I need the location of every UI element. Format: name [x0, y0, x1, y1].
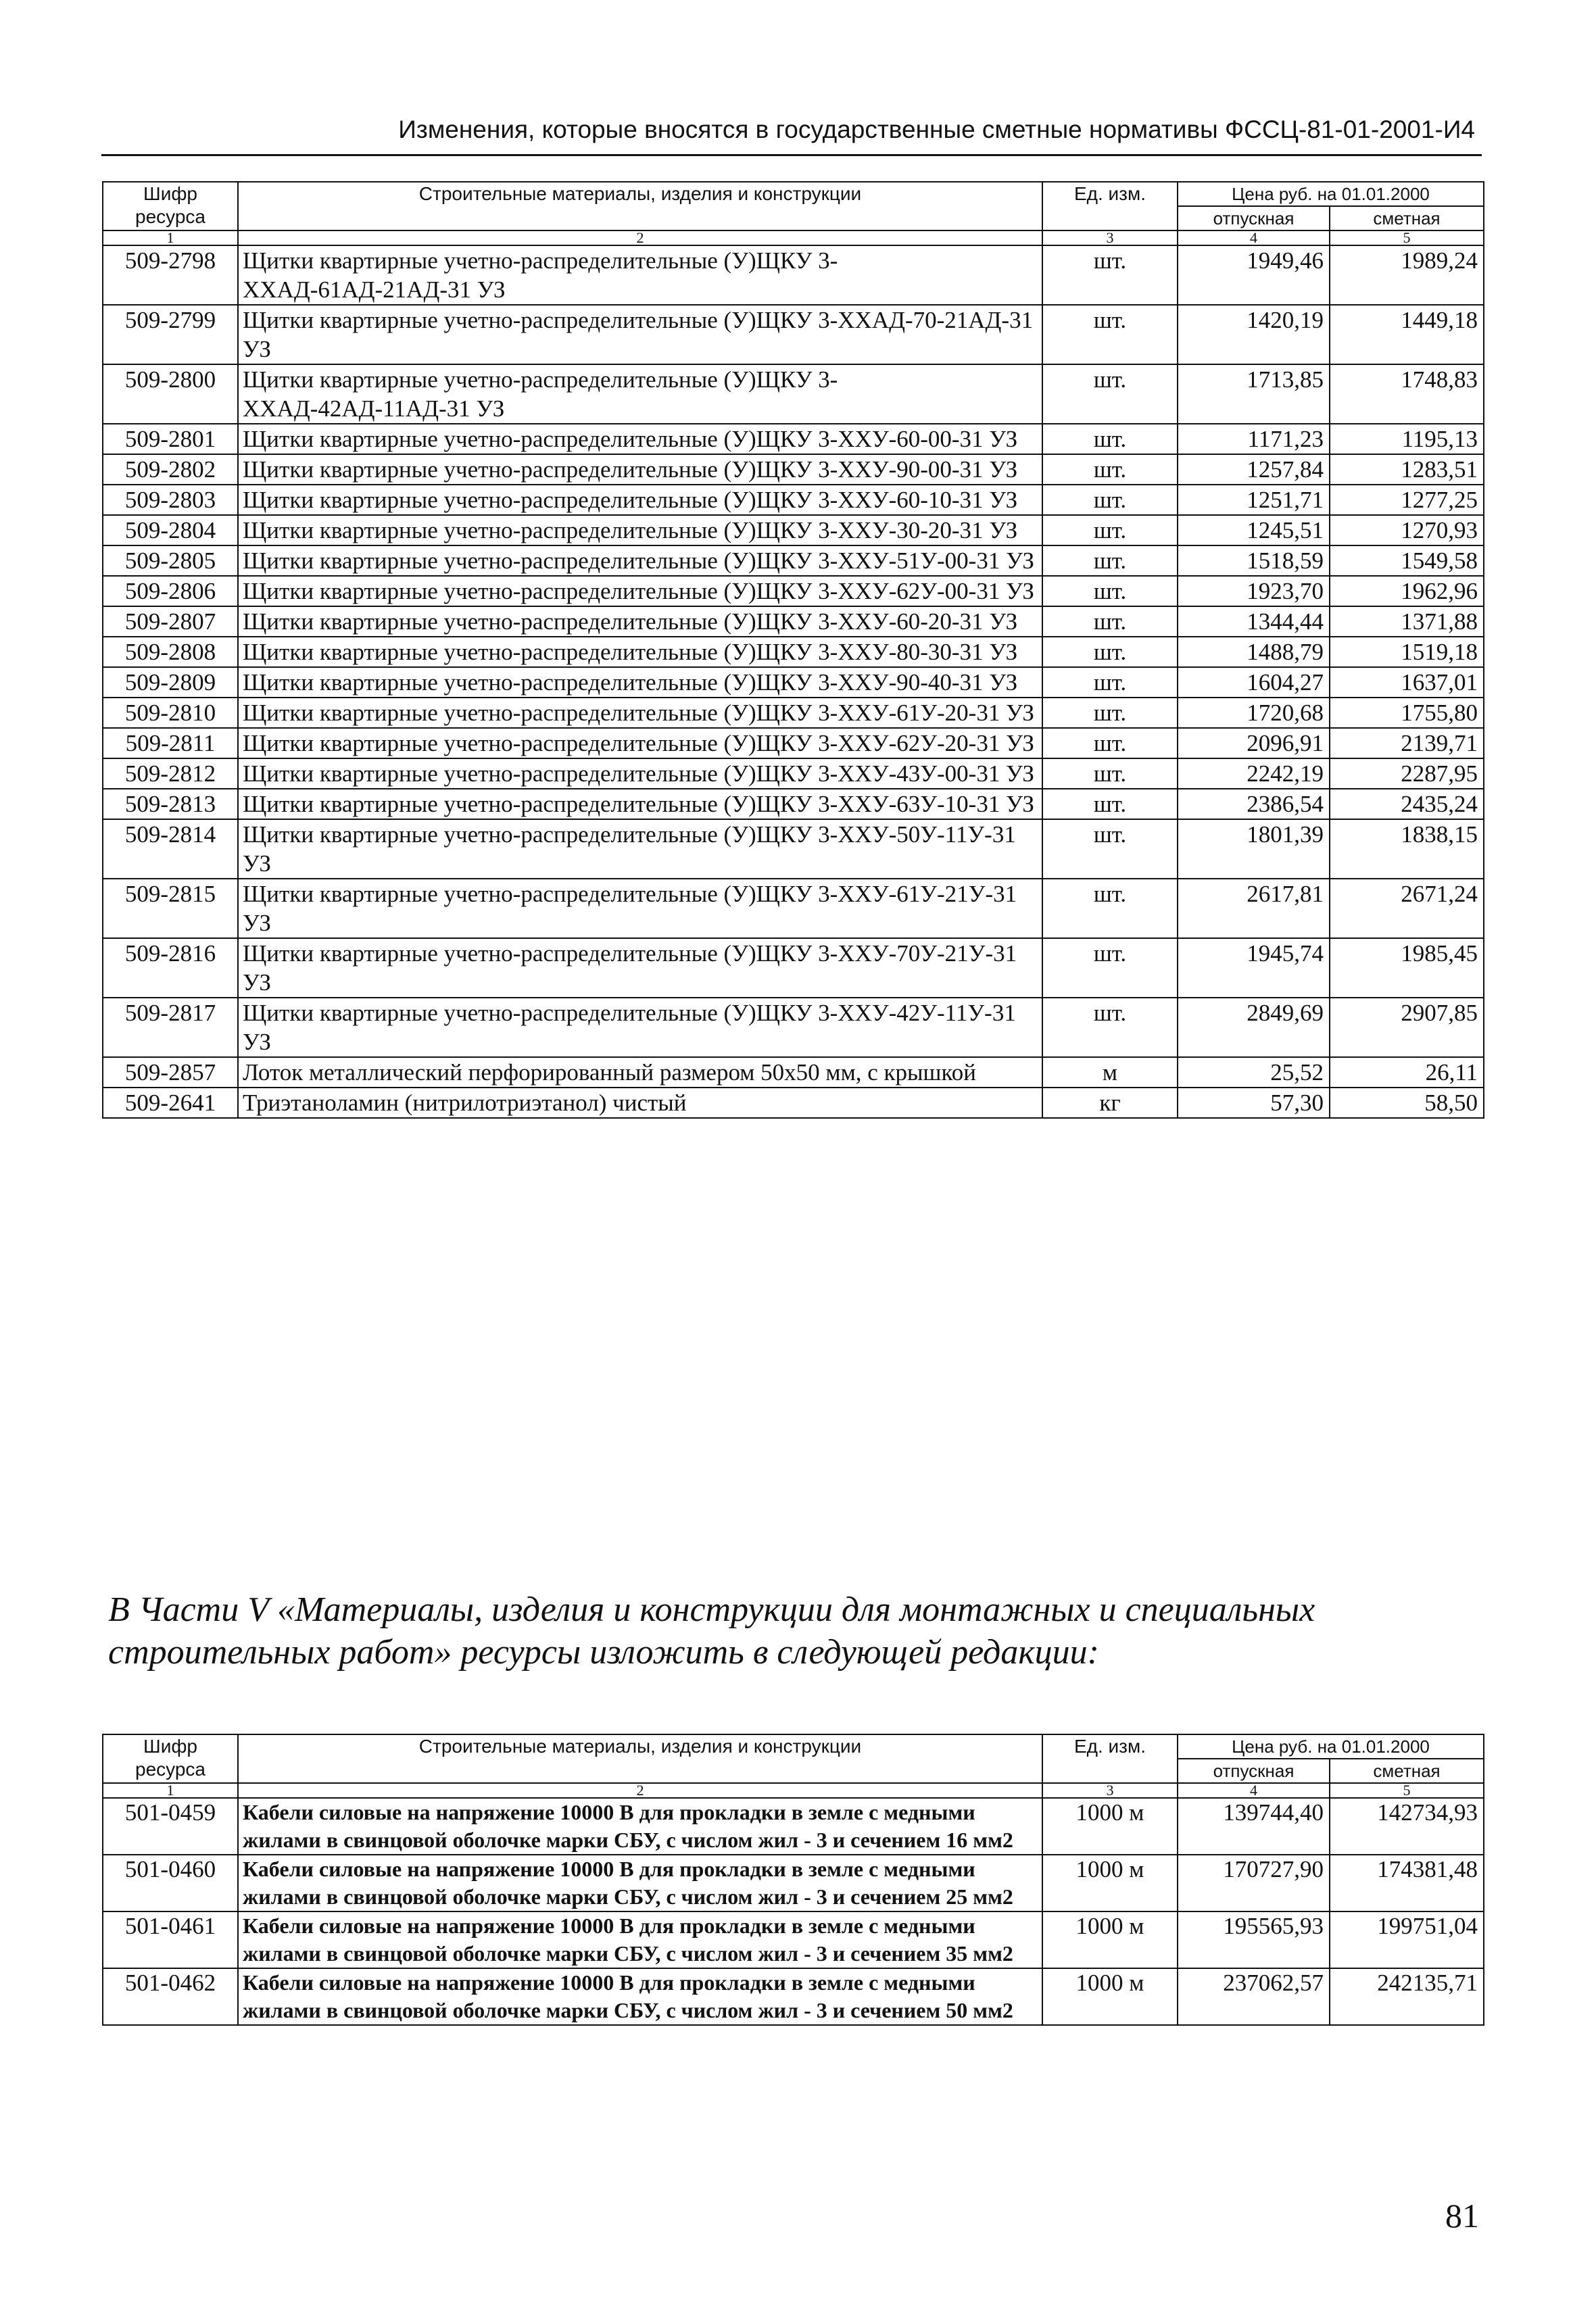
- resource-unit: шт.: [1042, 515, 1178, 545]
- price-release: 1344,44: [1178, 606, 1330, 637]
- price-release: 1801,39: [1178, 819, 1330, 879]
- col-header-estimate: сметная: [1330, 1759, 1484, 1783]
- table-row: [103, 606, 1484, 637]
- resource-unit: шт.: [1042, 454, 1178, 485]
- resource-name: Щитки квартирные учетно-распределительные (У)ЩКУ 3-ХХУ-60-10-31 УЗ: [238, 485, 1042, 515]
- resource-name: Щитки квартирные учетно-распределительные (У)ЩКУ 3-ХХУ-30-20-31 УЗ: [238, 515, 1042, 545]
- table-row: [103, 454, 1484, 485]
- resource-unit: шт.: [1042, 485, 1178, 515]
- resource-name: Щитки квартирные учетно-распределительные (У)ЩКУ 3-ХХУ-90-00-31 УЗ: [238, 454, 1042, 485]
- resource-name: Кабели силовые на напряжение 10000 В для прокладки в земле с медными жилами в свинцовой оболочке марки СБУ, с числом жил - 3 и сечением 50 мм2: [238, 1968, 1042, 2025]
- resource-name: Щитки квартирные учетно-распределительные (У)ЩКУ 3-ХХУ-62У-00-31 УЗ: [238, 576, 1042, 606]
- resource-unit: шт.: [1042, 637, 1178, 667]
- price-estimate: 2287,95: [1330, 758, 1484, 789]
- resource-table-2: [102, 1734, 1484, 2026]
- resource-unit: шт.: [1042, 728, 1178, 758]
- resource-name: Щитки квартирные учетно-распределительные (У)ЩКУ 3-ХХАД-70-21АД-31 УЗ: [238, 305, 1042, 364]
- price-estimate: 2907,85: [1330, 998, 1484, 1057]
- price-release: 2849,69: [1178, 998, 1330, 1057]
- resource-code: 509-2798: [103, 245, 238, 305]
- price-estimate: 2435,24: [1330, 789, 1484, 819]
- price-estimate: 1283,51: [1330, 454, 1484, 485]
- resource-code: 509-2801: [103, 424, 238, 454]
- resource-code: 509-2857: [103, 1057, 238, 1088]
- price-estimate: 1195,13: [1330, 424, 1484, 454]
- price-estimate: 1270,93: [1330, 515, 1484, 545]
- table-row: [103, 424, 1484, 454]
- section-note: В Части V «Материалы, изделия и конструкции для монтажных и специальных строительных работ» ресурсы изложить в следующей редакции:: [108, 1590, 1315, 1672]
- resource-unit: кг: [1042, 1088, 1178, 1118]
- col-header-estimate: сметная: [1330, 206, 1484, 230]
- price-release: 2096,91: [1178, 728, 1330, 758]
- resource-name: Щитки квартирные учетно-распределительные (У)ЩКУ 3-ХХУ-51У-00-31 УЗ: [238, 545, 1042, 576]
- col-number: 5: [1330, 230, 1484, 245]
- table-row: [103, 245, 1484, 305]
- table-row: [103, 305, 1484, 364]
- resource-unit: 1000 м: [1042, 1911, 1178, 1968]
- price-estimate: 2139,71: [1330, 728, 1484, 758]
- resource-code: 509-2810: [103, 698, 238, 728]
- resource-code: 509-2816: [103, 938, 238, 998]
- resource-code: 501-0462: [103, 1968, 238, 2025]
- resource-code: 509-2812: [103, 758, 238, 789]
- price-estimate: 1989,24: [1330, 245, 1484, 305]
- price-estimate: 26,11: [1330, 1057, 1484, 1088]
- table-row: [103, 879, 1484, 938]
- resource-code: 509-2802: [103, 454, 238, 485]
- resource-unit: шт.: [1042, 819, 1178, 879]
- price-estimate: 1962,96: [1330, 576, 1484, 606]
- resource-unit: шт.: [1042, 545, 1178, 576]
- resource-unit: шт.: [1042, 789, 1178, 819]
- resource-name: Щитки квартирные учетно-распределительные (У)ЩКУ 3-ХХУ-80-30-31 УЗ: [238, 637, 1042, 667]
- price-estimate: 1748,83: [1330, 364, 1484, 424]
- col-number: 5: [1330, 1783, 1484, 1798]
- resource-unit: шт.: [1042, 938, 1178, 998]
- price-estimate: 1449,18: [1330, 305, 1484, 364]
- price-estimate: 142734,93: [1330, 1798, 1484, 1855]
- resource-code: 509-2814: [103, 819, 238, 879]
- resource-code: 509-2813: [103, 789, 238, 819]
- resource-unit: шт.: [1042, 667, 1178, 698]
- price-release: 1949,46: [1178, 245, 1330, 305]
- price-release: 2242,19: [1178, 758, 1330, 789]
- resource-name: Кабели силовые на напряжение 10000 В для прокладки в земле с медными жилами в свинцовой оболочке марки СБУ, с числом жил - 3 и сечением 35 мм2: [238, 1911, 1042, 1968]
- resource-unit: м: [1042, 1057, 1178, 1088]
- resource-code: 509-2800: [103, 364, 238, 424]
- resource-code: 509-2803: [103, 485, 238, 515]
- price-estimate: 242135,71: [1330, 1968, 1484, 2025]
- col-header-name: Строительные материалы, изделия и конструкции: [238, 1734, 1042, 1783]
- resource-code: 509-2817: [103, 998, 238, 1057]
- resource-code: 501-0460: [103, 1855, 238, 1911]
- price-release: 1420,19: [1178, 305, 1330, 364]
- table-row: [103, 667, 1484, 698]
- price-estimate: 1755,80: [1330, 698, 1484, 728]
- col-number: 3: [1042, 1783, 1178, 1798]
- resource-name: Кабели силовые на напряжение 10000 В для прокладки в земле с медными жилами в свинцовой оболочке марки СБУ, с числом жил - 3 и сечением 16 мм2: [238, 1798, 1042, 1855]
- price-estimate: 1838,15: [1330, 819, 1484, 879]
- price-release: 2617,81: [1178, 879, 1330, 938]
- resource-name: Щитки квартирные учетно-распределительные (У)ЩКУ 3-ХХУ-42У-11У-31 УЗ: [238, 998, 1042, 1057]
- price-release: 195565,93: [1178, 1911, 1330, 1968]
- price-estimate: 199751,04: [1330, 1911, 1484, 1968]
- resource-unit: шт.: [1042, 305, 1178, 364]
- resource-code: 509-2811: [103, 728, 238, 758]
- resource-unit: шт.: [1042, 245, 1178, 305]
- resource-unit: 1000 м: [1042, 1798, 1178, 1855]
- price-release: 1488,79: [1178, 637, 1330, 667]
- price-release: 1518,59: [1178, 545, 1330, 576]
- resource-unit: шт.: [1042, 698, 1178, 728]
- resource-unit: шт.: [1042, 879, 1178, 938]
- resource-name: Щитки квартирные учетно-распределительные (У)ЩКУ 3-ХХУ-60-00-31 УЗ: [238, 424, 1042, 454]
- resource-code: 501-0459: [103, 1798, 238, 1855]
- price-release: 1245,51: [1178, 515, 1330, 545]
- price-release: 1923,70: [1178, 576, 1330, 606]
- resource-code: 509-2809: [103, 667, 238, 698]
- col-number: 2: [238, 1783, 1042, 1798]
- price-release: 139744,40: [1178, 1798, 1330, 1855]
- resource-name: Щитки квартирные учетно-распределительные (У)ЩКУ 3-ХХУ-90-40-31 УЗ: [238, 667, 1042, 698]
- price-estimate: 1371,88: [1330, 606, 1484, 637]
- price-release: 1171,23: [1178, 424, 1330, 454]
- price-release: 1720,68: [1178, 698, 1330, 728]
- price-release: 57,30: [1178, 1088, 1330, 1118]
- resource-code: 509-2641: [103, 1088, 238, 1118]
- resource-code: 509-2799: [103, 305, 238, 364]
- col-number: 1: [103, 1783, 238, 1798]
- resource-unit: шт.: [1042, 576, 1178, 606]
- table-row: [103, 545, 1484, 576]
- col-header-price: Цена руб. на 01.01.2000: [1178, 1734, 1484, 1759]
- table-row: [103, 1911, 1484, 1968]
- resource-code: 509-2805: [103, 545, 238, 576]
- price-estimate: 1277,25: [1330, 485, 1484, 515]
- price-estimate: 174381,48: [1330, 1855, 1484, 1911]
- table-row: [103, 576, 1484, 606]
- price-release: 1257,84: [1178, 454, 1330, 485]
- col-header-name: Строительные материалы, изделия и конструкции: [238, 182, 1042, 230]
- price-estimate: 2671,24: [1330, 879, 1484, 938]
- resource-unit: шт.: [1042, 606, 1178, 637]
- resource-code: 509-2815: [103, 879, 238, 938]
- price-release: 170727,90: [1178, 1855, 1330, 1911]
- table-row: [103, 485, 1484, 515]
- running-header: Изменения, которые вносятся в государственные сметные нормативы ФССЦ-81-01-2001-И4: [398, 116, 1475, 143]
- resource-name: Щитки квартирные учетно-распределительные (У)ЩКУ 3-ХХУ-61У-20-31 УЗ: [238, 698, 1042, 728]
- col-header-unit: Ед. изм.: [1042, 1734, 1178, 1783]
- col-number: 1: [103, 230, 238, 245]
- col-header-unit: Ед. изм.: [1042, 182, 1178, 230]
- resource-name: Кабели силовые на напряжение 10000 В для прокладки в земле с медными жилами в свинцовой оболочке марки СБУ, с числом жил - 3 и сечением 25 мм2: [238, 1855, 1042, 1911]
- table-row: [103, 637, 1484, 667]
- page-number: 81: [1445, 2197, 1479, 2235]
- price-release: 2386,54: [1178, 789, 1330, 819]
- resource-code: 501-0461: [103, 1911, 238, 1968]
- col-header-price: Цена руб. на 01.01.2000: [1178, 182, 1484, 206]
- table-row: [103, 728, 1484, 758]
- col-number: 3: [1042, 230, 1178, 245]
- price-estimate: 1549,58: [1330, 545, 1484, 576]
- resource-name: Щитки квартирные учетно-распределительные (У)ЩКУ 3-ХХУ-63У-10-31 УЗ: [238, 789, 1042, 819]
- price-estimate: 1985,45: [1330, 938, 1484, 998]
- resource-unit: шт.: [1042, 424, 1178, 454]
- resource-table-1: [102, 181, 1484, 1119]
- price-release: 1251,71: [1178, 485, 1330, 515]
- resource-name: Щитки квартирные учетно-распределительные (У)ЩКУ 3-ХХАД-42АД-11АД-31 УЗ: [238, 364, 1042, 424]
- resource-name: Щитки квартирные учетно-распределительные (У)ЩКУ 3-ХХУ-62У-20-31 УЗ: [238, 728, 1042, 758]
- price-estimate: 1637,01: [1330, 667, 1484, 698]
- resource-unit: 1000 м: [1042, 1855, 1178, 1911]
- resource-name: Щитки квартирные учетно-распределительные (У)ЩКУ 3-ХХУ-43У-00-31 УЗ: [238, 758, 1042, 789]
- resource-name: Щитки квартирные учетно-распределительные (У)ЩКУ 3-ХХУ-70У-21У-31 УЗ: [238, 938, 1042, 998]
- table-row: [103, 998, 1484, 1057]
- resource-unit: 1000 м: [1042, 1968, 1178, 2025]
- col-number: 2: [238, 230, 1042, 245]
- table-row: [103, 1968, 1484, 2025]
- resource-code: 509-2807: [103, 606, 238, 637]
- table-row: [103, 789, 1484, 819]
- resource-unit: шт.: [1042, 364, 1178, 424]
- resource-name: Триэтаноламин (нитрилотриэтанол) чистый: [238, 1088, 1042, 1118]
- resource-name: Щитки квартирные учетно-распределительные (У)ЩКУ 3-ХХУ-50У-11У-31 УЗ: [238, 819, 1042, 879]
- table-row: [103, 1088, 1484, 1118]
- resource-unit: шт.: [1042, 758, 1178, 789]
- price-estimate: 1519,18: [1330, 637, 1484, 667]
- resource-name: Щитки квартирные учетно-распределительные (У)ЩКУ 3-ХХУ-61У-21У-31 УЗ: [238, 879, 1042, 938]
- col-header-release: отпускная: [1178, 1759, 1330, 1783]
- col-number: 4: [1178, 1783, 1330, 1798]
- table-row: [103, 1057, 1484, 1088]
- resource-code: 509-2808: [103, 637, 238, 667]
- price-release: 1604,27: [1178, 667, 1330, 698]
- header-rule: [101, 154, 1482, 156]
- col-header-code: Шифр ресурса: [103, 1734, 238, 1783]
- table-row: [103, 698, 1484, 728]
- col-header-code: Шифр ресурса: [103, 182, 238, 230]
- table-row: [103, 758, 1484, 789]
- price-release: 25,52: [1178, 1057, 1330, 1088]
- resource-unit: шт.: [1042, 998, 1178, 1057]
- resource-name: Щитки квартирные учетно-распределительные (У)ЩКУ 3-ХХАД-61АД-21АД-31 УЗ: [238, 245, 1042, 305]
- table-row: [103, 819, 1484, 879]
- col-number: 4: [1178, 230, 1330, 245]
- table-row: [103, 1855, 1484, 1911]
- price-release: 1713,85: [1178, 364, 1330, 424]
- col-header-release: отпускная: [1178, 206, 1330, 230]
- price-release: 237062,57: [1178, 1968, 1330, 2025]
- table-row: [103, 364, 1484, 424]
- price-release: 1945,74: [1178, 938, 1330, 998]
- resource-code: 509-2806: [103, 576, 238, 606]
- resource-name: Щитки квартирные учетно-распределительные (У)ЩКУ 3-ХХУ-60-20-31 УЗ: [238, 606, 1042, 637]
- table-row: [103, 938, 1484, 998]
- price-estimate: 58,50: [1330, 1088, 1484, 1118]
- resource-name: Лоток металлический перфорированный размером 50х50 мм, с крышкой: [238, 1057, 1042, 1088]
- resource-code: 509-2804: [103, 515, 238, 545]
- table-row: [103, 515, 1484, 545]
- table-row: [103, 1798, 1484, 1855]
